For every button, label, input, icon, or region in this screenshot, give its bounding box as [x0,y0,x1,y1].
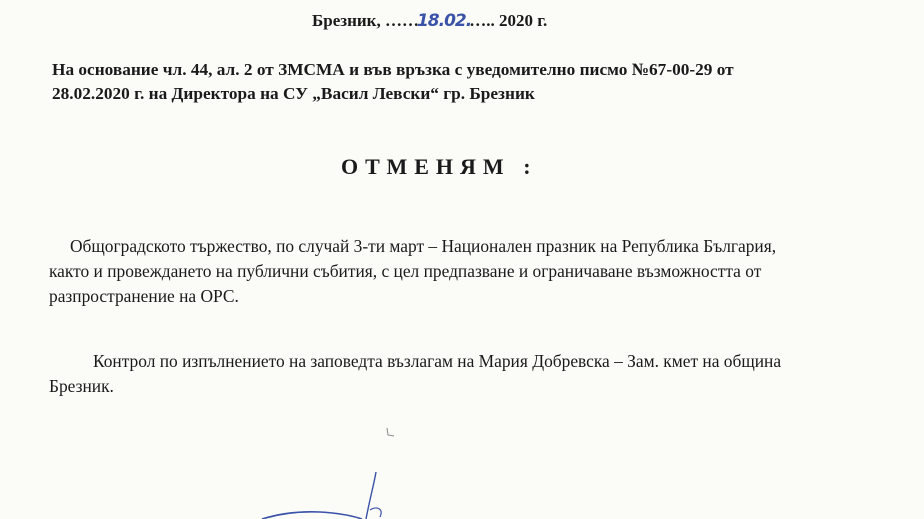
date-dots-before: …… [384,11,419,30]
date-line [312,11,547,31]
order-heading: ОТМЕНЯМ : [341,154,538,179]
handwritten-date: 18.02. [416,11,472,31]
date-year: 2020 г. [498,11,548,30]
pen-mark [384,425,398,439]
date-place: Брезник, [312,11,381,30]
legal-basis-text: На основание чл. 44, ал. 2 от ЗМСМА и във връзка с уведомително писмо №67-00-29 от 28.02.2020 г. на Директора на СУ „Васил Левски“ гр. Брезник [52,60,734,103]
date-dots-after: ….. [469,11,495,30]
control-paragraph: Контрол по изпълнението на заповедта възлагам на Мария Добревска – Зам. кмет на община Брезник. [49,351,782,396]
signature [258,470,418,519]
cancellation-paragraph: Общоградското тържество, по случай 3-ти март – Национален празник на Република България, както и провеждането на публични събития, с цел предпазване и ограничаване възможността от разпространение на ОРС. [49,236,777,306]
